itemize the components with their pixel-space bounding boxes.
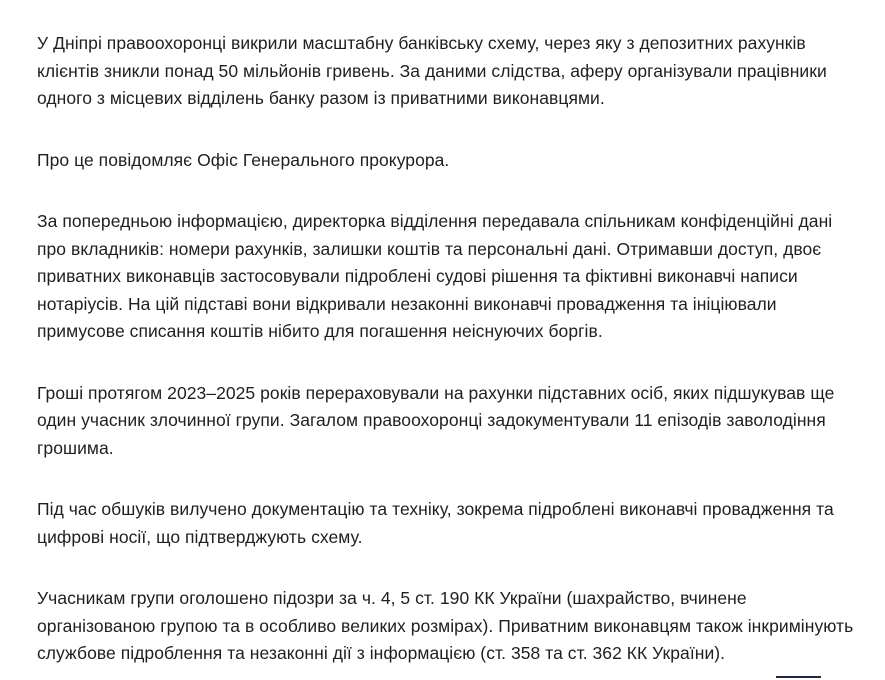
divider [776, 676, 821, 678]
article-body [37, 30, 865, 668]
article-paragraph: Про це повідомляє Офіс Генерального прокурора. [37, 149, 450, 170]
article-paragraph: Гроші протягом 2023–2025 років перераховували на рахунки підставних осіб, яких підшукував ще один учасник злочинної групи. Загалом правоохоронці задокументували 11 епізодів заволодіння грошима. [37, 382, 835, 458]
article-paragraph: За попередньою інформацією, директорка відділення передавала спільникам конфіденційні дані про вкладників: номери рахунків, залишки коштів та персональні дані. Отримавши доступ, двоє приватних виконавців застосовували підроблені судові рішення та фіктивні виконавчі написи нотаріусів. На цій підставі вони відкривали незаконні виконавчі провадження та ініціювали примусове списання коштів нібито для погашення неіснуючих боргів. [37, 211, 833, 341]
article-paragraph: Під час обшуків вилучено документацію та техніку, зокрема підроблені виконавчі провадження та цифрові носії, що підтверджують схему. [37, 499, 834, 547]
article-paragraph: У Дніпрі правоохоронці викрили масштабну банківську схему, через яку з депозитних рахунків клієнтів зникли понад 50 мільйонів гривень. За даними слідства, аферу організували працівники одного з місцевих відділень банку разом із приватними виконавцями. [37, 33, 827, 108]
article-paragraph: Учасникам групи оголошено підозри за ч. 4, 5 ст. 190 КК України (шахрайство, вчинене організованою групою та в особливо великих розмірах). Приватним виконавцям також інкримінують службове підроблення та незаконні дії з інформацією (ст. 358 та ст. 362 КК України). [37, 588, 854, 663]
